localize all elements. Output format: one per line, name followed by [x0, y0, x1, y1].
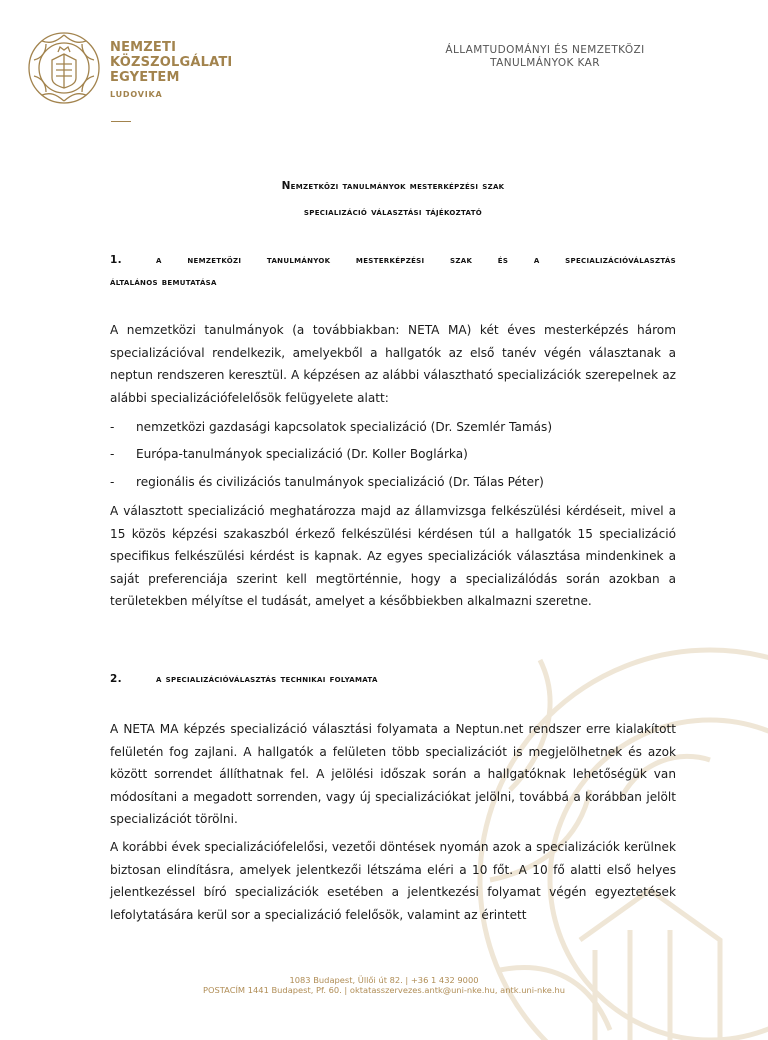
document-subtitle: specializáció választási tájékoztató	[303, 206, 483, 218]
brand-subtitle: LUDOVIKA	[110, 90, 163, 99]
page-footer	[0, 975, 768, 995]
university-seal-icon	[26, 30, 102, 106]
faculty-line: TANULMÁNYOK KAR	[490, 57, 600, 69]
section-1-heading-cont: általános bemutatása	[110, 276, 217, 288]
brand-line: EGYETEM	[110, 70, 180, 85]
list-item: - regionális és civilizációs tanulmányok specializáció (Dr. Tálas Péter)	[110, 475, 544, 489]
faculty-line: ÁLLAMTUDOMÁNYI ÉS NEMZETKÖZI	[445, 44, 645, 56]
section-number: 2.	[110, 673, 122, 685]
list-item: - Európa-tanulmányok specializáció (Dr. Koller Boglárka)	[110, 447, 468, 461]
list-item-text: regionális és civilizációs tanulmányok specializáció (Dr. Tálas Péter)	[136, 475, 544, 489]
section-2-paragraph-1: A NETA MA képzés specializáció választási folyamata a Neptun.net rendszer erre kialakított felületén fog zajlani. A hallgatók a felületen több specializációt is megjelölhetnek és azok között sorrendet állíthatnak fel. A jelölési időszak során a hallgatóknak lehetőségük van módosítani a megadott sorrenden, vagy új specializációkat jelölni, továbbá a korábban jelölt specializációt törölni.	[110, 722, 676, 827]
brand-line: NEMZETI	[110, 40, 177, 55]
document-title: Nemzetközi tanulmányok mesterképzési szak	[281, 180, 505, 192]
list-item-text: nemzetközi gazdasági kapcsolatok specializáció (Dr. Szemlér Tamás)	[136, 420, 553, 434]
list-item-text: Európa-tanulmányok specializáció (Dr. Koller Boglárka)	[136, 447, 468, 461]
section-2-paragraph-2: A korábbi évek specializációfelelősi, vezetői döntések nyomán azok a specializációk kerülnek biztosan elindításra, amelyek jelentkezői létszáma eléri a 10 főt. A 10 fő alatti első helyes jelentkezéssel bíró specializációk esetében a jelentkezési folyamat végén egyeztetések lefolytatására kerül sor a specializáció felelősök, valamint az érintett	[110, 840, 676, 922]
university-brand	[110, 40, 232, 100]
section-1-heading	[110, 248, 676, 272]
faculty-name	[395, 44, 695, 70]
brand-divider	[111, 121, 131, 122]
footer-contact: POSTACÍM 1441 Budapest, Pf. 60. | oktatasszervezes.antk@uni-nke.hu, antk.uni-nke.hu	[202, 985, 566, 995]
section-2-heading	[110, 667, 676, 691]
section-number: 1.	[110, 254, 122, 266]
list-item: - nemzetközi gazdasági kapcsolatok specializáció (Dr. Szemlér Tamás)	[110, 420, 553, 434]
section-heading-text: a specializációválasztás technikai folyamata	[156, 673, 378, 685]
footer-address: 1083 Budapest, Üllői út 82. | +36 1 432 9000	[289, 975, 479, 985]
section-heading-text: a nemzetközi tanulmányok mesterképzési szak és a specializációválasztás	[156, 254, 676, 266]
brand-line: KÖZSZOLGÁLATI	[110, 55, 233, 70]
section-1-paragraph: A választott specializáció meghatározza majd az államvizsga felkészülési kérdéseit, mivel a 15 közös képzési szakaszból érkező felkészülési kérdésen túl a hallgatók 15 specializáció specifikus felkészülési kérdést is kapnak. Az egyes specializációk választása mindenkinek a saját preferenciája szerint kell megtörténnie, hogy a specializálódás során azokban a területekben mélyítse el tudását, amelyet a későbbiekben alkalmazni szeretne.	[110, 504, 676, 609]
section-1-intro: A nemzetközi tanulmányok (a továbbiakban: NETA MA) két éves mesterképzés három specializációval rendelkezik, amelyekből a hallgatók az első tanév végén választanak a neptun rendszeren keresztül. A képzésen az alábbi választható specializációk szerepelnek az alábbi specializációfelelősök felügyelete alatt:	[110, 323, 676, 405]
